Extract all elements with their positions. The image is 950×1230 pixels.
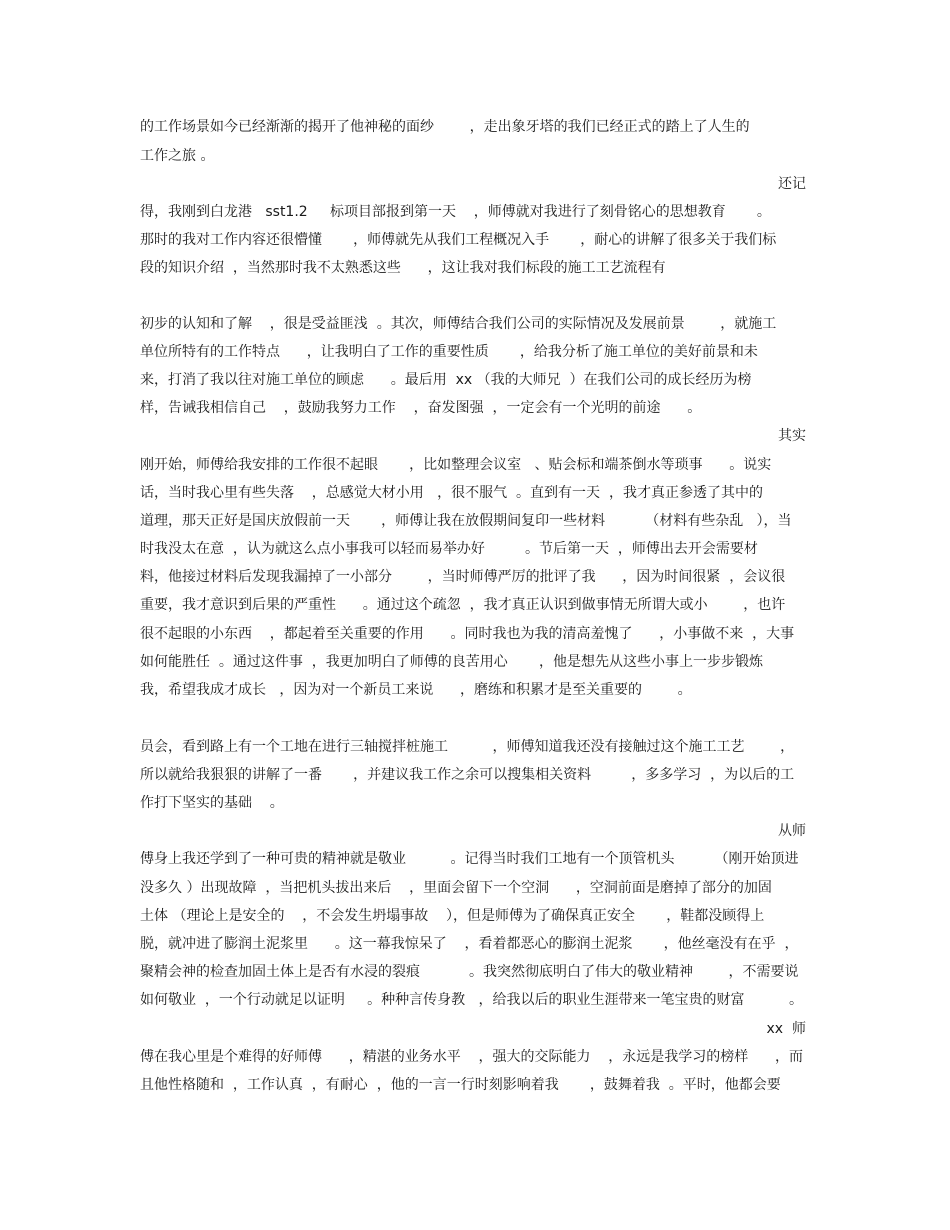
text-line: 土体 （理论上是安全的 ，不会发生坍塌事故 ），但是师傅为了确保真正安全 ，鞋都没顾得上	[140, 908, 765, 924]
text-line: 话，当时我心里有些失落 ，总感觉大材小用 ，很不服气 。直到有一天 ，我才真正参透了其中的	[140, 485, 763, 501]
text-line: 重要，我才意识到后果的严重性 。通过这个疏忽 ，我才真正认识到做事情无所谓大或小 ，也许	[140, 597, 786, 613]
text-line: 如何敬业 ，一个行动就足以证明 。种种言传身教 ，给我以后的职业生涯带来一笔宝贵的财富 。	[140, 992, 804, 1008]
text-line: 单位所特有的工作特点 ，让我明白了工作的重要性质 ，给我分析了施工单位的美好前景和未	[140, 344, 758, 360]
text-line: 我，希望我成才成长 ，因为对一个新员工来说 ，磨练和积累才是至关重要的 。	[140, 682, 692, 698]
text-line: 工作之旅 。	[140, 148, 215, 164]
text-line-right: xx 师	[766, 1021, 806, 1037]
text-line: 傅在我心里是个难得的好师傅 ，精湛的业务水平 ，强大的交际能力 ，永远是我学习的榜样 ，而	[140, 1049, 804, 1065]
text-line: 时我没太在意 ，认为就这么点小事我可以轻而易举办好 。节后第一天 ，师傅出去开会需要材	[140, 541, 758, 557]
text-line: 很不起眼的小东西 ，都起着至关重要的作用 。同时我也为我的清高羞愧了 ，小事做不来 ，大事	[140, 626, 795, 642]
text-line: 得，我刚到白龙港 sst1.2 标项目部报到第一天 ，师傅就对我进行了刻骨铭心的思想教育 。	[140, 204, 771, 220]
text-line: 傅身上我还学到了一种可贵的精神就是敬业 。记得当时我们工地有一个顶管机头 （刚开始顶进	[140, 851, 799, 867]
text-line-right: 从师	[778, 823, 806, 839]
text-line: 样，告诫我相信自己 ，鼓励我努力工作 ，奋发图强 ，一定会有一个光明的前途 。	[140, 400, 702, 416]
text-line: 初步的认知和了解 ，很是受益匪浅 。其次，师傅结合我们公司的实际情况及发展前景 ，就施工	[140, 316, 777, 332]
text-line: 作打下坚实的基础 。	[140, 795, 284, 811]
text-line-right: 还记	[778, 176, 806, 192]
text-line: 的工作场景如今已经渐渐的揭开了他神秘的面纱 ，走出象牙塔的我们已经正式的踏上了人生的	[140, 119, 750, 135]
text-line: 没多久 ）出现故障 ，当把机头拔出来后 ，里面会留下一个空洞 ，空洞前面是磨掉了部分的加固	[140, 880, 772, 896]
text-line: 道理，那天正好是国庆放假前一天 ，师傅让我在放假期间复印一些材料 （材料有些杂乱 ），当	[140, 513, 792, 529]
text-line: 聚精会神的检查加固土体上是否有水浸的裂痕 。我突然彻底明白了伟大的敬业精神 ，不需要说	[140, 964, 799, 980]
text-line: 刚开始，师傅给我安排的工作很不起眼 ，比如整理会议室 、贴会标和端茶倒水等琐事 。说实	[140, 457, 772, 473]
text-line: 脱，就冲进了膨润土泥浆里 。这一幕我惊呆了 ，看着都恶心的膨润土泥浆 ，他丝毫没有在乎 ，	[140, 936, 799, 952]
text-line: 那时的我对工作内容还很懵懂 ，师傅就先从我们工程概况入手 ，耐心的讲解了很多关于我们标	[140, 232, 777, 248]
text-line: 且他性格随和 ，工作认真 ，有耐心 ，他的一言一行时刻影响着我 ，鼓舞着我 。平时，他都会要	[140, 1077, 781, 1093]
text-line: 如何能胜任 。通过这件事 ，我更加明白了师傅的良苦用心 ，他是想先从这些小事上一步步锻炼	[140, 654, 763, 670]
text-line: 料，他接过材料后发现我漏掉了一小部分 ，当时师傅严厉的批评了我 ，因为时间很紧 ，会议很	[140, 569, 786, 585]
text-line-right: 其实	[778, 428, 806, 444]
text-line: 来，打消了我以往对施工单位的顾虑 。最后用 xx （我的大师兄 ）在我们公司的成长经历为榜	[140, 372, 752, 388]
text-line: 员会，看到路上有一个工地在进行三轴搅拌桩施工 ，师傅知道我还没有接触过这个施工工艺 ，	[140, 739, 795, 755]
text-line: 所以就给我狠狠的讲解了一番 ，并建议我工作之余可以搜集相关资料 ，多多学习 ，为以后的工	[140, 767, 795, 783]
text-line: 段的知识介绍 ，当然那时我不太熟悉这些 ，这让我对我们标段的施工工艺流程有	[140, 260, 666, 276]
